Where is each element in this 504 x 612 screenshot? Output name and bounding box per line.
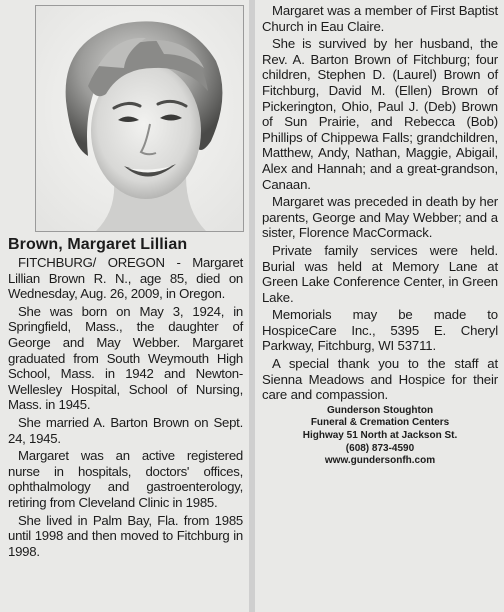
obituary-paragraph: FITCHBURG/ OREGON - Margaret Lillian Brown R. N., age 85, died on Wednesday, Aug. 26, 2009, in Oregon.: [8, 255, 243, 302]
obituary-paragraph: She married A. Barton Brown on Sept. 24, 1945.: [8, 414, 243, 446]
deceased-name: Brown, Margaret Lillian: [8, 236, 188, 253]
obituary-paragraph: She was born on May 3, 1924, in Springfield, Mass., the daughter of George and May Webber. Margaret graduated from South Weymouth High School, Mass. in 1942 and Newton-Wellesley Hospital, School of Nursing, Mass. in 1945.: [8, 303, 243, 413]
obituary-paragraph: Margaret was a member of First Baptist Church in Eau Claire.: [262, 3, 498, 34]
obituary-paragraph: She lived in Palm Bay, Fla. from 1985 until 1998 and then moved to Fitchburg in 1998.: [8, 512, 243, 559]
obituary-paragraph: A special thank you to the staff at Sienna Meadows and Hospice for their care and compassion.: [262, 356, 498, 403]
funeral-home-subtitle: Funeral & Cremation Centers: [310, 417, 450, 429]
portrait-image: [36, 6, 243, 231]
funeral-home-block: [262, 405, 498, 468]
portrait-photo: [35, 5, 244, 232]
obituary-paragraph: Memorials may be made to HospiceCare Inc., 5395 E. Cheryl Parkway, Fitchburg, WI 53711.: [262, 307, 498, 354]
obituary-left-column: [0, 0, 249, 612]
obituary-paragraph: Private family services were held. Burial was held at Memory Lane at Green Lake Conference Center, in Green Lake.: [262, 242, 498, 305]
funeral-home-phone: (608) 873-4590: [345, 442, 415, 454]
obituary-paragraph: Margaret was an active registered nurse in hospitals, doctors' offices, ophthalmology and gastroenterology, retiring from Cleveland Clinic in 1985.: [8, 448, 243, 510]
obituary-right-column: [255, 0, 504, 612]
obituary-paragraph: She is survived by her husband, the Rev. A. Barton Brown of Fitchburg; four children, Stephen D. (Laurel) Brown of Fitchburg, David M. (Ellen) Brown of Pickerington, Ohio, Paul J. (Deb) Brown of Sun Prairie, and Rebecca (Bob) Phillips of Chippewa Falls; grandchildren, Matthew, Andy, Nathan, Maggie, Abigail, Alex and Hannah; and a great-grandson, Canaan.: [262, 36, 498, 192]
funeral-home-name: Gunderson Stoughton: [326, 404, 434, 416]
funeral-home-website: www.gundersonfh.com: [324, 455, 436, 467]
funeral-home-address: Highway 51 North at Jackson St.: [302, 430, 458, 442]
obituary-paragraph: Margaret was preceded in death by her parents, George and May Webber; and a sister, Florence MacCormack.: [262, 194, 498, 241]
